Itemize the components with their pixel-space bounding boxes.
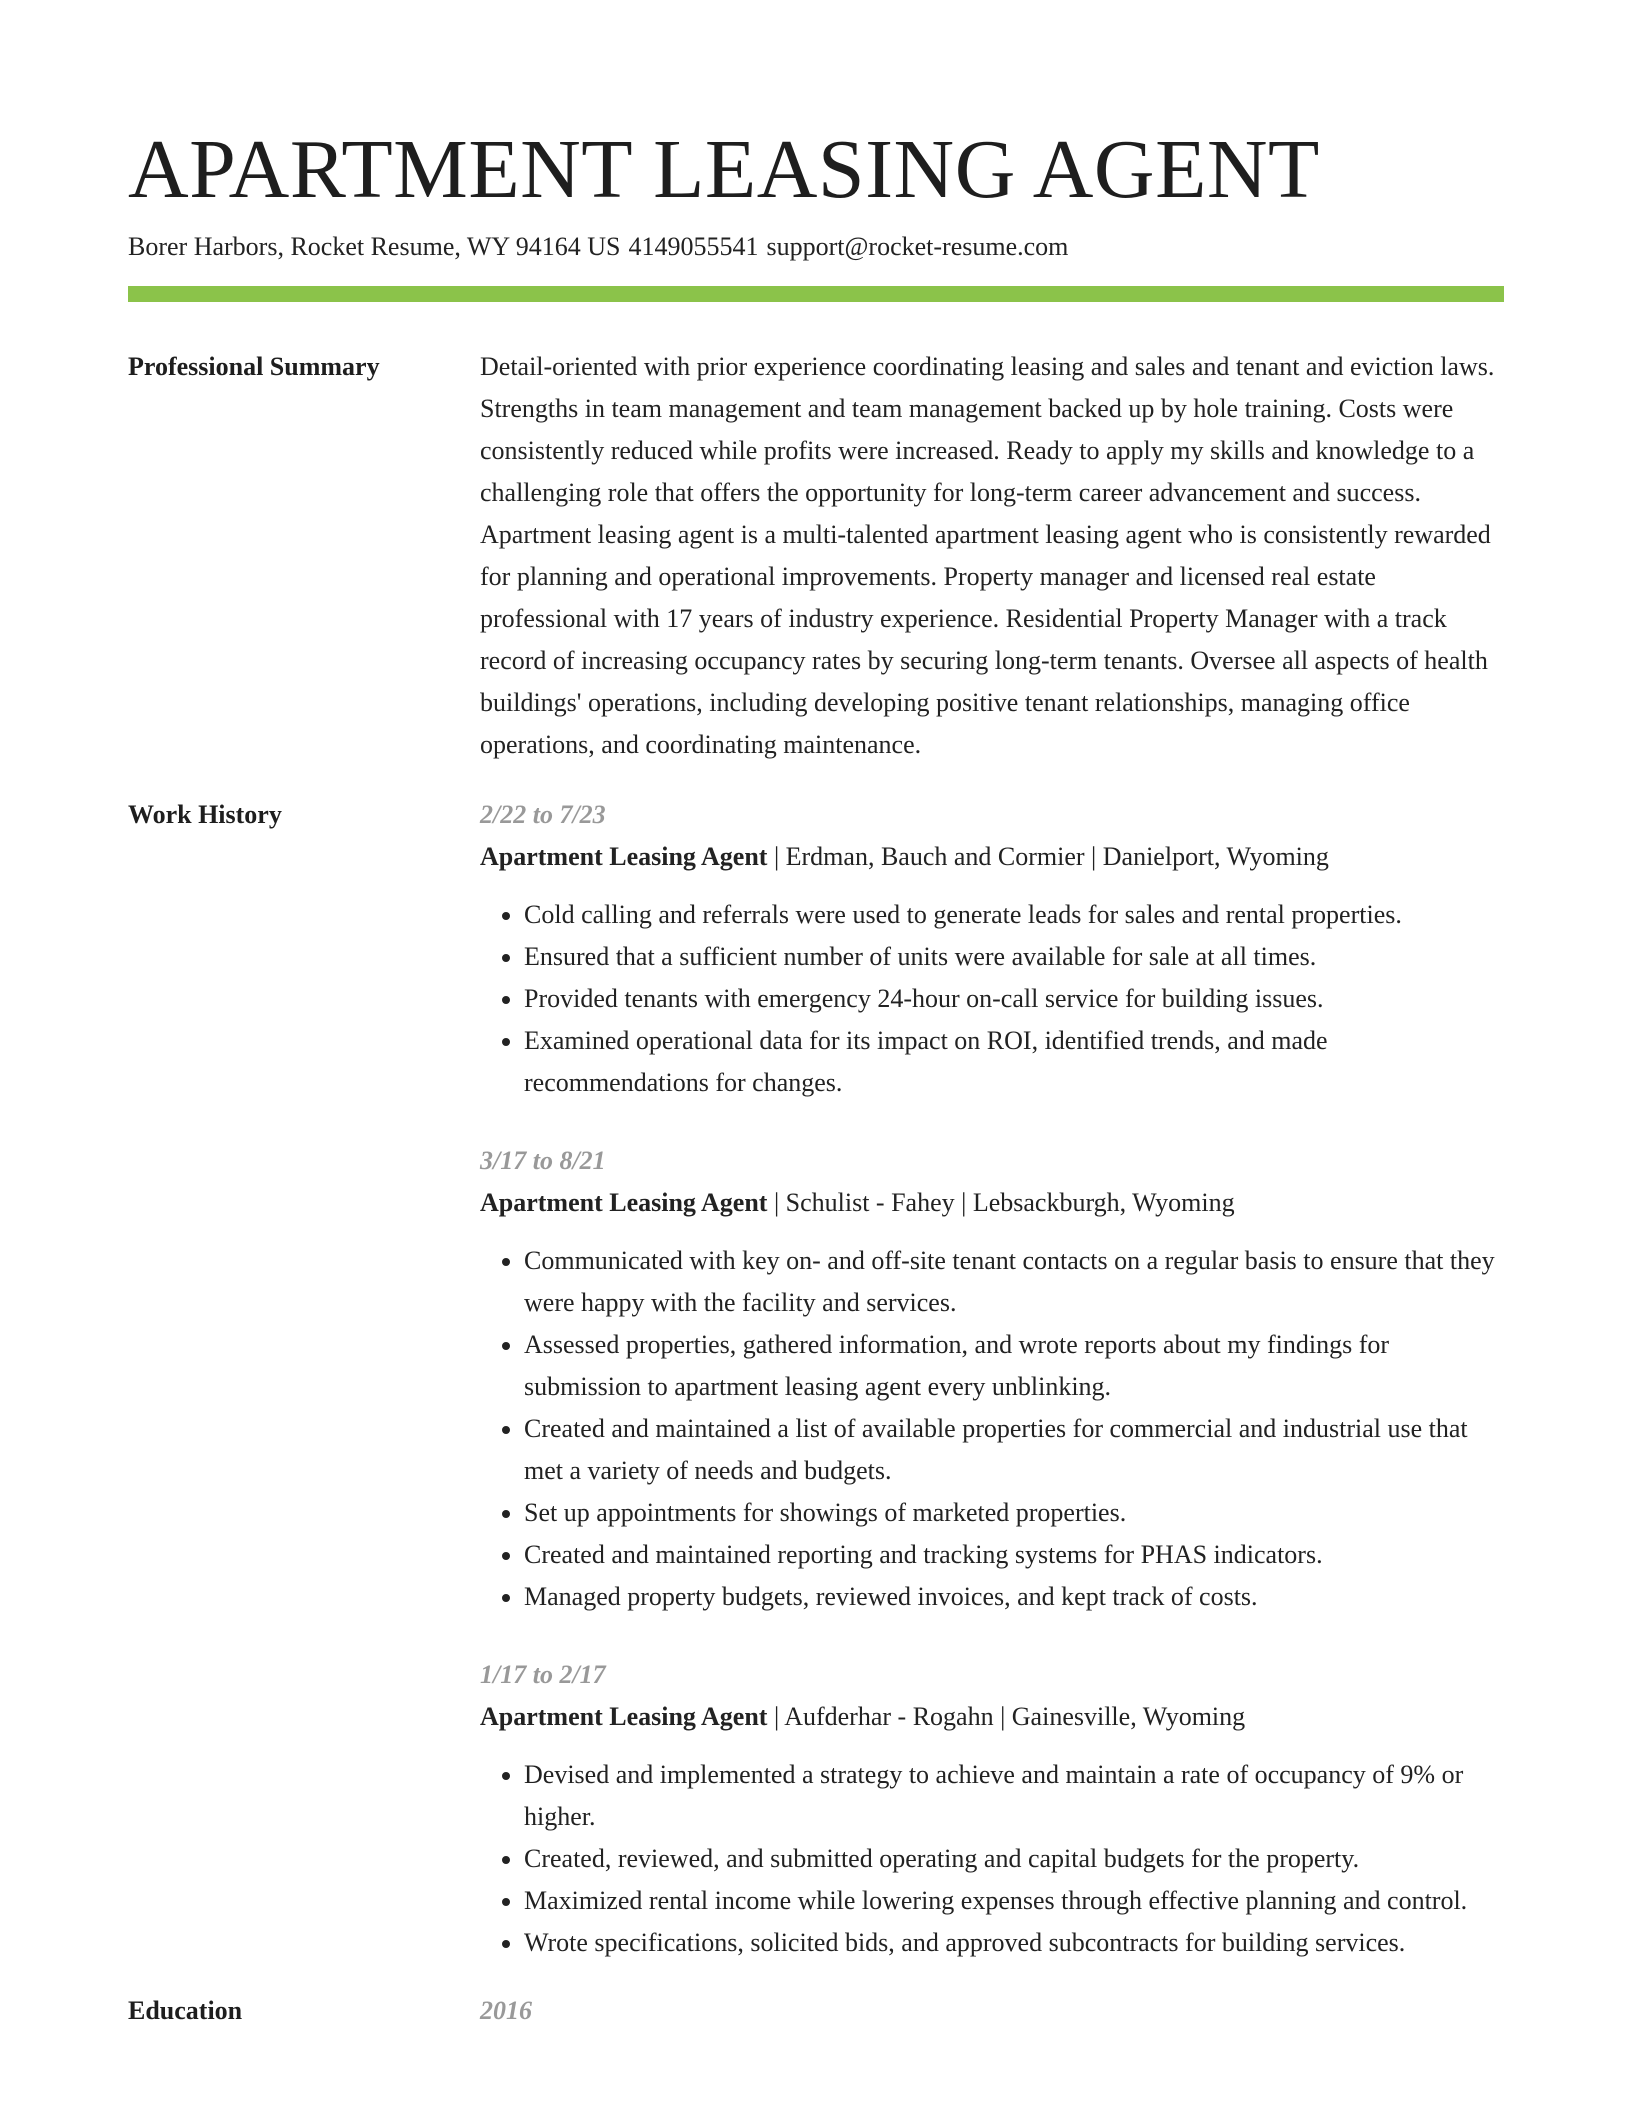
job-title: Apartment Leasing Agent xyxy=(480,842,768,871)
job-bullet: • Managed property budgets, reviewed invoices, and kept track of costs. xyxy=(524,1576,1504,1618)
job-title: Apartment Leasing Agent xyxy=(480,1188,768,1217)
job-entry xyxy=(480,1140,1504,1618)
job-bullet-list xyxy=(480,1240,1504,1618)
job-dates: 2/22 to 7/23 xyxy=(480,800,606,829)
work-history-section xyxy=(128,794,1504,1964)
contact-line xyxy=(128,230,1504,264)
job-entry xyxy=(480,1654,1504,1964)
resume-page xyxy=(128,120,1504,2032)
job-bullet: • Cold calling and referrals were used to generate leads for sales and rental properties. xyxy=(524,894,1504,936)
resume-name-heading: APARTMENT LEASING AGENT xyxy=(128,123,1320,216)
job-bullet: • Communicated with key on- and off-site tenant contacts on a regular basis to ensure that they were happy with the facility and services. xyxy=(524,1240,1504,1324)
job-details: | Schulist - Fahey | Lebsackburgh, Wyoming xyxy=(767,1188,1235,1217)
job-bullet: • Ensured that a sufficient number of units were available for sale at all times. xyxy=(524,936,1504,978)
job-bullet: • Provided tenants with emergency 24-hour on-call service for building issues. xyxy=(524,978,1504,1020)
education-section xyxy=(128,1990,1504,2032)
summary-text: Detail-oriented with prior experience coordinating leasing and sales and tenant and eviction laws. Strengths in team management and team management backed up by hole training. Costs were consistently reduced while profits were increased. Ready to apply my skills and knowledge to a challenging role that offers the opportunity for long-term career advancement and success. Apartment leasing agent is a multi-talented apartment leasing agent who is consistently rewarded for planning and operational improvements. Property manager and licensed real estate professional with 17 years of industry experience. Residential Property Manager with a track record of increasing occupancy rates by securing long-term tenants. Oversee all aspects of health buildings' operations, including developing positive tenant relationships, managing office operations, and coordinating maintenance. xyxy=(480,352,1495,759)
job-bullet: • Created, reviewed, and submitted operating and capital budgets for the property. xyxy=(524,1838,1504,1880)
job-heading xyxy=(480,1696,1504,1738)
job-details: | Aufderhar - Rogahn | Gainesville, Wyoming xyxy=(767,1702,1246,1731)
job-title: Apartment Leasing Agent xyxy=(480,1702,768,1731)
job-bullet: • Maximized rental income while lowering expenses through effective planning and control. xyxy=(524,1880,1504,1922)
job-bullet: • Wrote specifications, solicited bids, and approved subcontracts for building services. xyxy=(524,1922,1504,1964)
education-dates: 2016 xyxy=(480,1996,532,2025)
contact-email: support@rocket-resume.com xyxy=(766,232,1069,261)
job-bullet: • Examined operational data for its impact on ROI, identified trends, and made recommendations for changes. xyxy=(524,1020,1504,1104)
job-bullet: • Created and maintained reporting and tracking systems for PHAS indicators. xyxy=(524,1534,1504,1576)
education-section-title: Education xyxy=(128,1996,243,2025)
header-divider xyxy=(128,286,1504,302)
job-bullet: • Devised and implemented a strategy to achieve and maintain a rate of occupancy of 9% or higher. xyxy=(524,1754,1504,1838)
job-bullet: • Set up appointments for showings of marketed properties. xyxy=(524,1492,1504,1534)
job-dates: 1/17 to 2/17 xyxy=(480,1660,606,1689)
job-bullet: • Assessed properties, gathered information, and wrote reports about my findings for submission to apartment leasing agent every unblinking. xyxy=(524,1324,1504,1408)
job-dates: 3/17 to 8/21 xyxy=(480,1146,606,1175)
job-heading xyxy=(480,1182,1504,1224)
job-bullet-list xyxy=(480,894,1504,1104)
job-details: | Erdman, Bauch and Cormier | Danielport, Wyoming xyxy=(767,842,1329,871)
job-bullet: • Created and maintained a list of available properties for commercial and industrial use that met a variety of needs and budgets. xyxy=(524,1408,1504,1492)
work-history-section-title: Work History xyxy=(128,800,282,829)
job-entry xyxy=(480,794,1504,1104)
contact-phone: 4149055541 xyxy=(628,232,759,261)
contact-address: Borer Harbors, Rocket Resume, WY 94164 US xyxy=(128,232,621,261)
job-heading xyxy=(480,836,1504,878)
job-bullet-list xyxy=(480,1754,1504,1964)
summary-section xyxy=(128,346,1504,766)
summary-section-title: Professional Summary xyxy=(128,352,380,381)
